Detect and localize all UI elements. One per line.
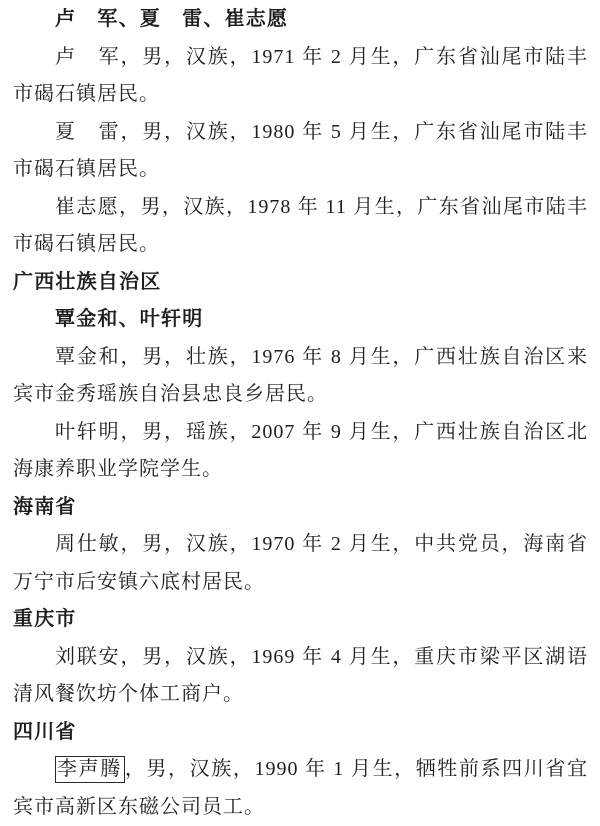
person-paragraph: 夏 雷，男，汉族，1980 年 5 月生，广东省汕尾市陆丰市碣石镇居民。 [13,120,588,180]
person-paragraph: 卢 军，男，汉族，1971 年 2 月生，广东省汕尾市陆丰市碣石镇居民。 [13,45,588,105]
person-paragraph: 崔志愿，男，汉族，1978 年 11 月生，广东省汕尾市陆丰市碣石镇居民。 [13,195,588,255]
names-group-heading: 覃金和、叶轩明 [55,308,204,330]
person-paragraph: 覃金和，男，壮族，1976 年 8 月生，广西壮族自治区来宾市金秀瑶族自治县忠良乡居民。 [13,345,588,405]
names-group-heading: 卢 军、夏 雷、崔志愿 [55,8,289,30]
person-paragraph: 刘联安，男，汉族，1969 年 4 月生，重庆市梁平区湖语清风餐饮坊个体工商户。 [13,645,588,705]
person-paragraph-rest: ，男，汉族，1990 年 1 月生，牺牲前系四川省宜宾市高新区东磁公司员工。 [13,758,589,818]
boxed-person-name[interactable]: 李声腾 [55,756,125,783]
person-paragraph [13,751,588,826]
person-paragraph: 周仕敏，男，汉族，1970 年 2 月生，中共党员，海南省万宁市后安镇六底村居民。 [13,533,588,593]
province-heading: 海南省 [13,495,77,518]
province-heading: 四川省 [13,720,77,743]
province-heading: 重庆市 [13,608,77,630]
person-paragraph: 叶轩明，男，瑶族，2007 年 9 月生，广西壮族自治区北海康养职业学院学生。 [13,420,588,480]
province-heading: 广西壮族自治区 [13,270,162,293]
